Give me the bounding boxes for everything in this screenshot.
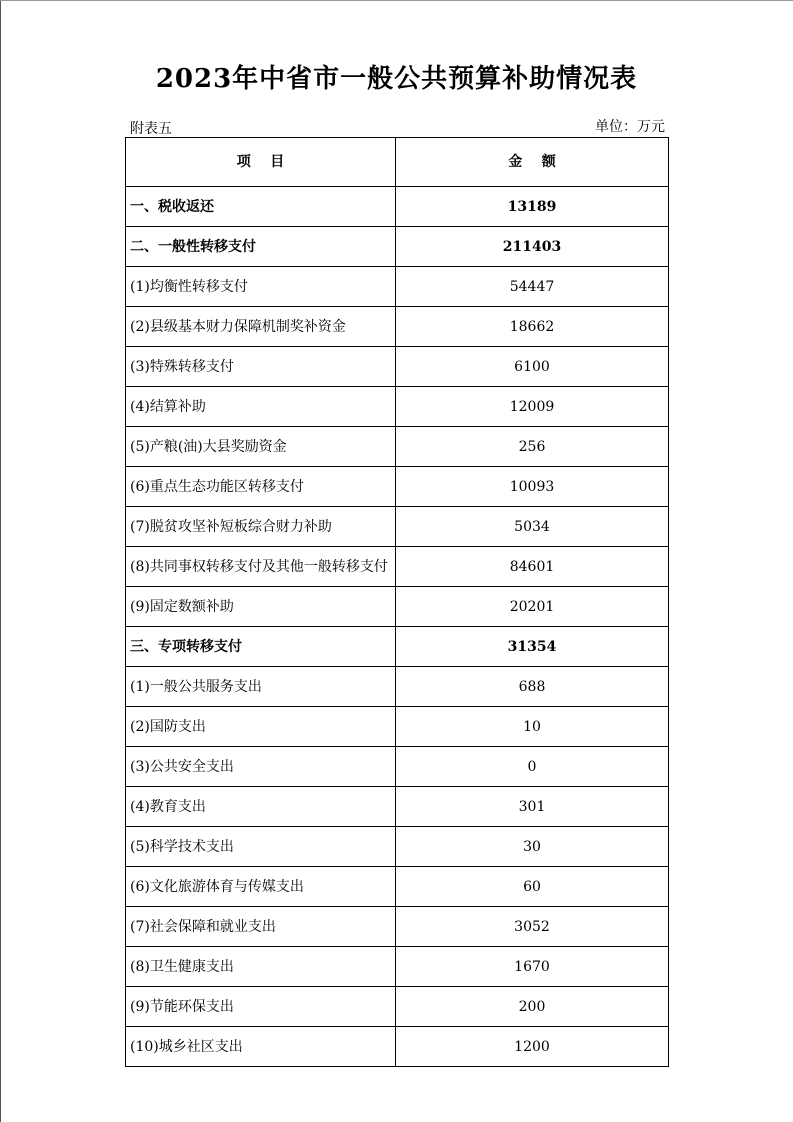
table-row xyxy=(126,987,669,1027)
row-amount-value: 10 xyxy=(396,707,669,747)
table-row xyxy=(126,747,669,787)
table-row xyxy=(126,947,669,987)
header-item: 项 目 xyxy=(126,138,396,187)
page-edge-left xyxy=(0,0,1,1122)
page-title: 2023年中省市一般公共预算补助情况表 xyxy=(155,64,638,94)
table-row xyxy=(126,267,669,307)
row-amount-value: 1670 xyxy=(396,947,669,987)
header-amount: 金 额 xyxy=(396,138,669,187)
row-item-label: (8)共同事权转移支付及其他一般转移支付 xyxy=(126,547,396,587)
row-item-label: (7)社会保障和就业支出 xyxy=(126,907,396,947)
row-amount-value: 13189 xyxy=(396,187,669,227)
row-item-label: (9)节能环保支出 xyxy=(126,987,396,1027)
row-amount-value: 5034 xyxy=(396,507,669,547)
row-item-label: (6)重点生态功能区转移支付 xyxy=(126,467,396,507)
row-amount-value: 54447 xyxy=(396,267,669,307)
row-item-label: (9)固定数额补助 xyxy=(126,587,396,627)
row-item-label: (1)一般公共服务支出 xyxy=(126,667,396,707)
table-row xyxy=(126,427,669,467)
row-item-label: (5)产粮(油)大县奖励资金 xyxy=(126,427,396,467)
table-header-row xyxy=(126,138,669,187)
row-item-label: (4)结算补助 xyxy=(126,387,396,427)
row-amount-value: 301 xyxy=(396,787,669,827)
row-amount-value: 256 xyxy=(396,427,669,467)
row-item-label: (2)国防支出 xyxy=(126,707,396,747)
row-item-label: (3)特殊转移支付 xyxy=(126,347,396,387)
row-item-label: 三、专项转移支付 xyxy=(126,627,396,667)
row-item-label: (5)科学技术支出 xyxy=(126,827,396,867)
row-amount-value: 1200 xyxy=(396,1027,669,1067)
row-amount-value: 211403 xyxy=(396,227,669,267)
table-row xyxy=(126,667,669,707)
row-amount-value: 60 xyxy=(396,867,669,907)
row-amount-value: 200 xyxy=(396,987,669,1027)
table-row xyxy=(126,467,669,507)
row-amount-value: 10093 xyxy=(396,467,669,507)
table-row xyxy=(126,627,669,667)
row-item-label: (7)脱贫攻坚补短板综合财力补助 xyxy=(126,507,396,547)
row-amount-value: 20201 xyxy=(396,587,669,627)
table-row xyxy=(126,587,669,627)
row-item-label: (3)公共安全支出 xyxy=(126,747,396,787)
row-amount-value: 12009 xyxy=(396,387,669,427)
row-item-label: 二、一般性转移支付 xyxy=(126,227,396,267)
row-item-label: (6)文化旅游体育与传媒支出 xyxy=(126,867,396,907)
table-row xyxy=(126,307,669,347)
row-amount-value: 18662 xyxy=(396,307,669,347)
table-row xyxy=(126,347,669,387)
table-row xyxy=(126,1027,669,1067)
table-row xyxy=(126,187,669,227)
row-item-label: (4)教育支出 xyxy=(126,787,396,827)
row-amount-value: 688 xyxy=(396,667,669,707)
row-amount-value: 84601 xyxy=(396,547,669,587)
table-row xyxy=(126,827,669,867)
row-amount-value: 30 xyxy=(396,827,669,867)
row-item-label: 一、税收返还 xyxy=(126,187,396,227)
annex-label: 附表五 xyxy=(130,121,172,137)
row-item-label: (10)城乡社区支出 xyxy=(126,1027,396,1067)
row-amount-value: 0 xyxy=(396,747,669,787)
table-row xyxy=(126,387,669,427)
table-row xyxy=(126,227,669,267)
table-row xyxy=(126,547,669,587)
table-row xyxy=(126,507,669,547)
table-row xyxy=(126,867,669,907)
page-edge-top xyxy=(0,0,793,1)
row-item-label: (8)卫生健康支出 xyxy=(126,947,396,987)
row-amount-value: 3052 xyxy=(396,907,669,947)
row-amount-value: 6100 xyxy=(396,347,669,387)
unit-label: 单位：万元 xyxy=(595,119,665,135)
budget-table xyxy=(125,137,669,1067)
table-row xyxy=(126,787,669,827)
row-item-label: (1)均衡性转移支付 xyxy=(126,267,396,307)
table-row xyxy=(126,707,669,747)
row-amount-value: 31354 xyxy=(396,627,669,667)
row-item-label: (2)县级基本财力保障机制奖补资金 xyxy=(126,307,396,347)
table-row xyxy=(126,907,669,947)
